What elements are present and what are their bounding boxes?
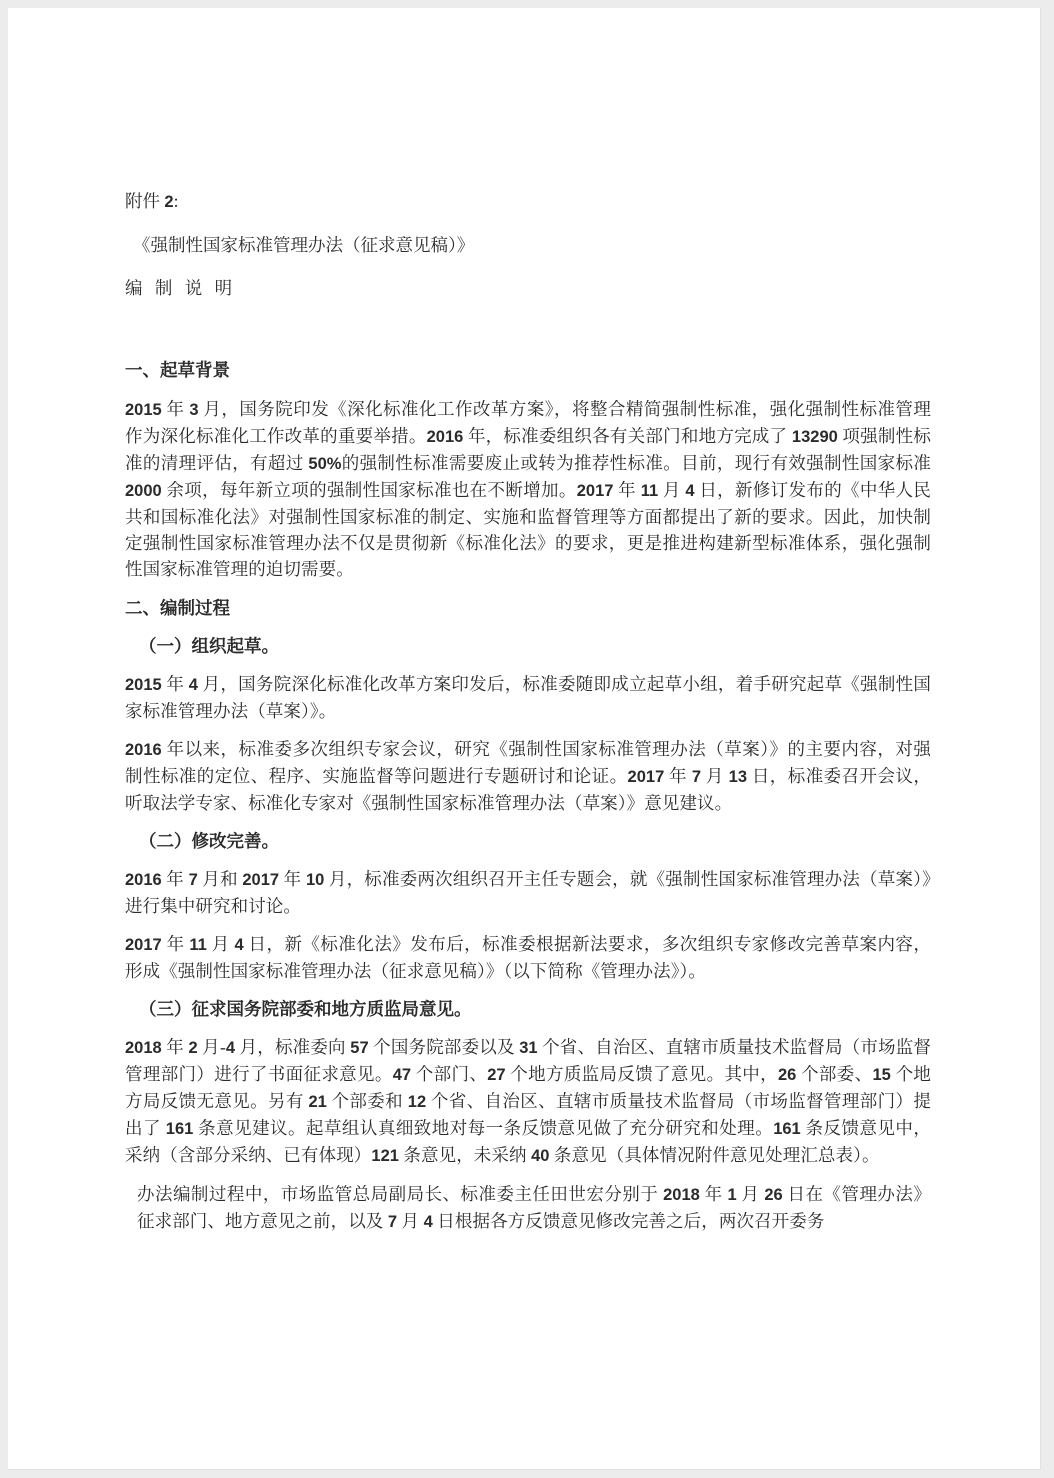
numeric-run: 4 <box>423 1213 433 1231</box>
numeric-run: 15 <box>872 1066 891 1084</box>
numeric-run: 4 <box>685 482 695 500</box>
numeric-run: 50% <box>308 455 342 473</box>
numeric-run: 13 <box>728 768 748 786</box>
numeric-run: 11 <box>640 482 659 500</box>
numeric-run: 12 <box>407 1093 427 1111</box>
numeric-run: 10 <box>305 871 325 889</box>
numeric-run: 161 <box>165 1120 194 1138</box>
numeric-run: 4 <box>188 676 198 694</box>
numeric-run: 26 <box>764 1186 783 1204</box>
document-subtitle: 编 制 说 明 <box>125 278 237 298</box>
section-heading-2: 二、编制过程 <box>125 598 230 618</box>
numeric-run: 3 <box>189 401 199 419</box>
numeric-run: 2017 <box>576 482 614 500</box>
numeric-run: 7 <box>691 768 702 786</box>
numeric-run: 2 <box>164 193 174 211</box>
numeric-run: 40 <box>531 1147 550 1165</box>
paragraph-expert-meetings: 2016 年以来，标准委多次组织专家会议，研究《强制性国家标准管理办法（草案）》的主要内容，对强制性标准的定位、程序、实施监督等问题进行专题研讨和论证。2017 年 7 月 13 日，标准委召开会议，听取法学专家、标准化专家对《强制性国家标准管理办法（草案）》意见建议。 <box>125 739 931 813</box>
numeric-run: 2017 <box>242 871 280 889</box>
numeric-run: 2016 <box>125 871 162 889</box>
numeric-run: 2017 <box>627 768 665 786</box>
paragraph-background: 2015 年 3 月，国务院印发《深化标准化工作改革方案》，将整合精简强制性标准，强化强制性标准管理作为深化标准化工作改革的重要举措。2016 年，标准委组织各有关部门和地方完成了 13290 项强制性标准的清理评估，有超过 50%的强制性标准需要废止或转为推荐性标准。目前，现行有效强制性国家标准 2000 余项，每年新立项的强制性国家标准也在不断增加。2017 年 11 月 4 日，新修订发布的《中华人民共和国标准化法》对强制性国家标准的制定、实施和监督管理等方面都提出了新的要求。因此，加快制定强制性国家标准管理办法不仅是贯彻新《标准化法》的要求，更是推进构建新型标准体系，强化强制性国家标准管理的迫切需要。 <box>125 399 931 579</box>
numeric-run: 21 <box>308 1093 327 1111</box>
numeric-run: 2016 <box>125 741 162 759</box>
numeric-run: 57 <box>350 1039 369 1057</box>
document-page <box>8 8 1041 1470</box>
paragraph-committee-meetings: 办法编制过程中，市场监管总局副局长、标准委主任田世宏分别于 2018 年 1 月 26 日在《管理办法》征求部门、地方意见之前，以及 7 月 4 日根据各方反馈意见修改完善之后，两次召开委务 <box>137 1184 931 1231</box>
paragraph-revision-after-law: 2017 年 11 月 4 日，新《标准化法》发布后，标准委根据新法要求，多次组织专家修改完善草案内容，形成《强制性国家标准管理办法（征求意见稿）》（以下简称《管理办法》）。 <box>125 934 931 981</box>
numeric-run: 13290 <box>791 428 838 446</box>
paragraph-drafting-group: 2015 年 4 月，国务院深化标准化改革方案印发后，标准委随即成立起草小组，着手研究起草《强制性国家标准管理办法（草案）》。 <box>125 674 931 721</box>
numeric-run: 26 <box>778 1066 797 1084</box>
numeric-run: 2017 <box>125 936 162 954</box>
section-heading-1: 一、起草背景 <box>125 360 230 380</box>
numeric-run: 2000 <box>125 482 162 500</box>
numeric-run: 2018 <box>125 1039 162 1057</box>
numeric-run: 4 <box>225 1039 236 1057</box>
subsection-heading-2: （二）修改完善。 <box>139 831 279 851</box>
numeric-run: 2015 <box>125 676 162 694</box>
subsection-heading-3: （三）征求国务院部委和地方质监局意见。 <box>139 999 472 1019</box>
numeric-run: 121 <box>371 1147 399 1165</box>
numeric-run: 4 <box>234 936 244 954</box>
attachment-label: 附件 2: <box>125 191 179 211</box>
numeric-run: 161 <box>773 1120 801 1138</box>
numeric-run: 27 <box>487 1066 506 1084</box>
numeric-run: 31 <box>519 1039 538 1057</box>
numeric-run: 11 <box>189 936 207 954</box>
paragraph-director-meetings: 2016 年 7 月和 2017 年 10 月，标准委两次组织召开主任专题会，就《强制性国家标准管理办法（草案）》进行集中研究和讨论。 <box>125 869 931 916</box>
numeric-run: 47 <box>392 1066 412 1084</box>
numeric-run: 2015 <box>125 401 162 419</box>
numeric-run: 1 <box>727 1186 737 1204</box>
subsection-heading-1: （一）组织起草。 <box>139 636 279 656</box>
numeric-run: 2016 <box>426 428 464 446</box>
document-title: 《强制性国家标准管理办法（征求意见稿）》 <box>133 235 475 255</box>
numeric-run: 7 <box>387 1213 398 1231</box>
document-body <box>125 188 931 1235</box>
numeric-run: 7 <box>188 871 198 889</box>
numeric-run: 2018 <box>663 1186 700 1204</box>
paragraph-consultation-statistics: 2018 年 2 月-4 月，标准委向 57 个国务院部委以及 31 个省、自治区、直辖市质量技术监督局（市场监督管理部门）进行了书面征求意见。47 个部门、27 个地方质监局反馈了意见。其中，26 个部委、15 个地方局反馈无意见。另有 21 个部委和 12 个省、自治区、直辖市质量技术监督局（市场监督管理部门）提出了 161 条意见建议。起草组认真细致地对每一条反馈意见做了充分研究和处理。161 条反馈意见中，采纳（含部分采纳、已有体现）121 条意见，未采纳 40 条意见（具体情况附件意见处理汇总表）。 <box>125 1037 932 1165</box>
numeric-run: 2 <box>188 1039 198 1057</box>
